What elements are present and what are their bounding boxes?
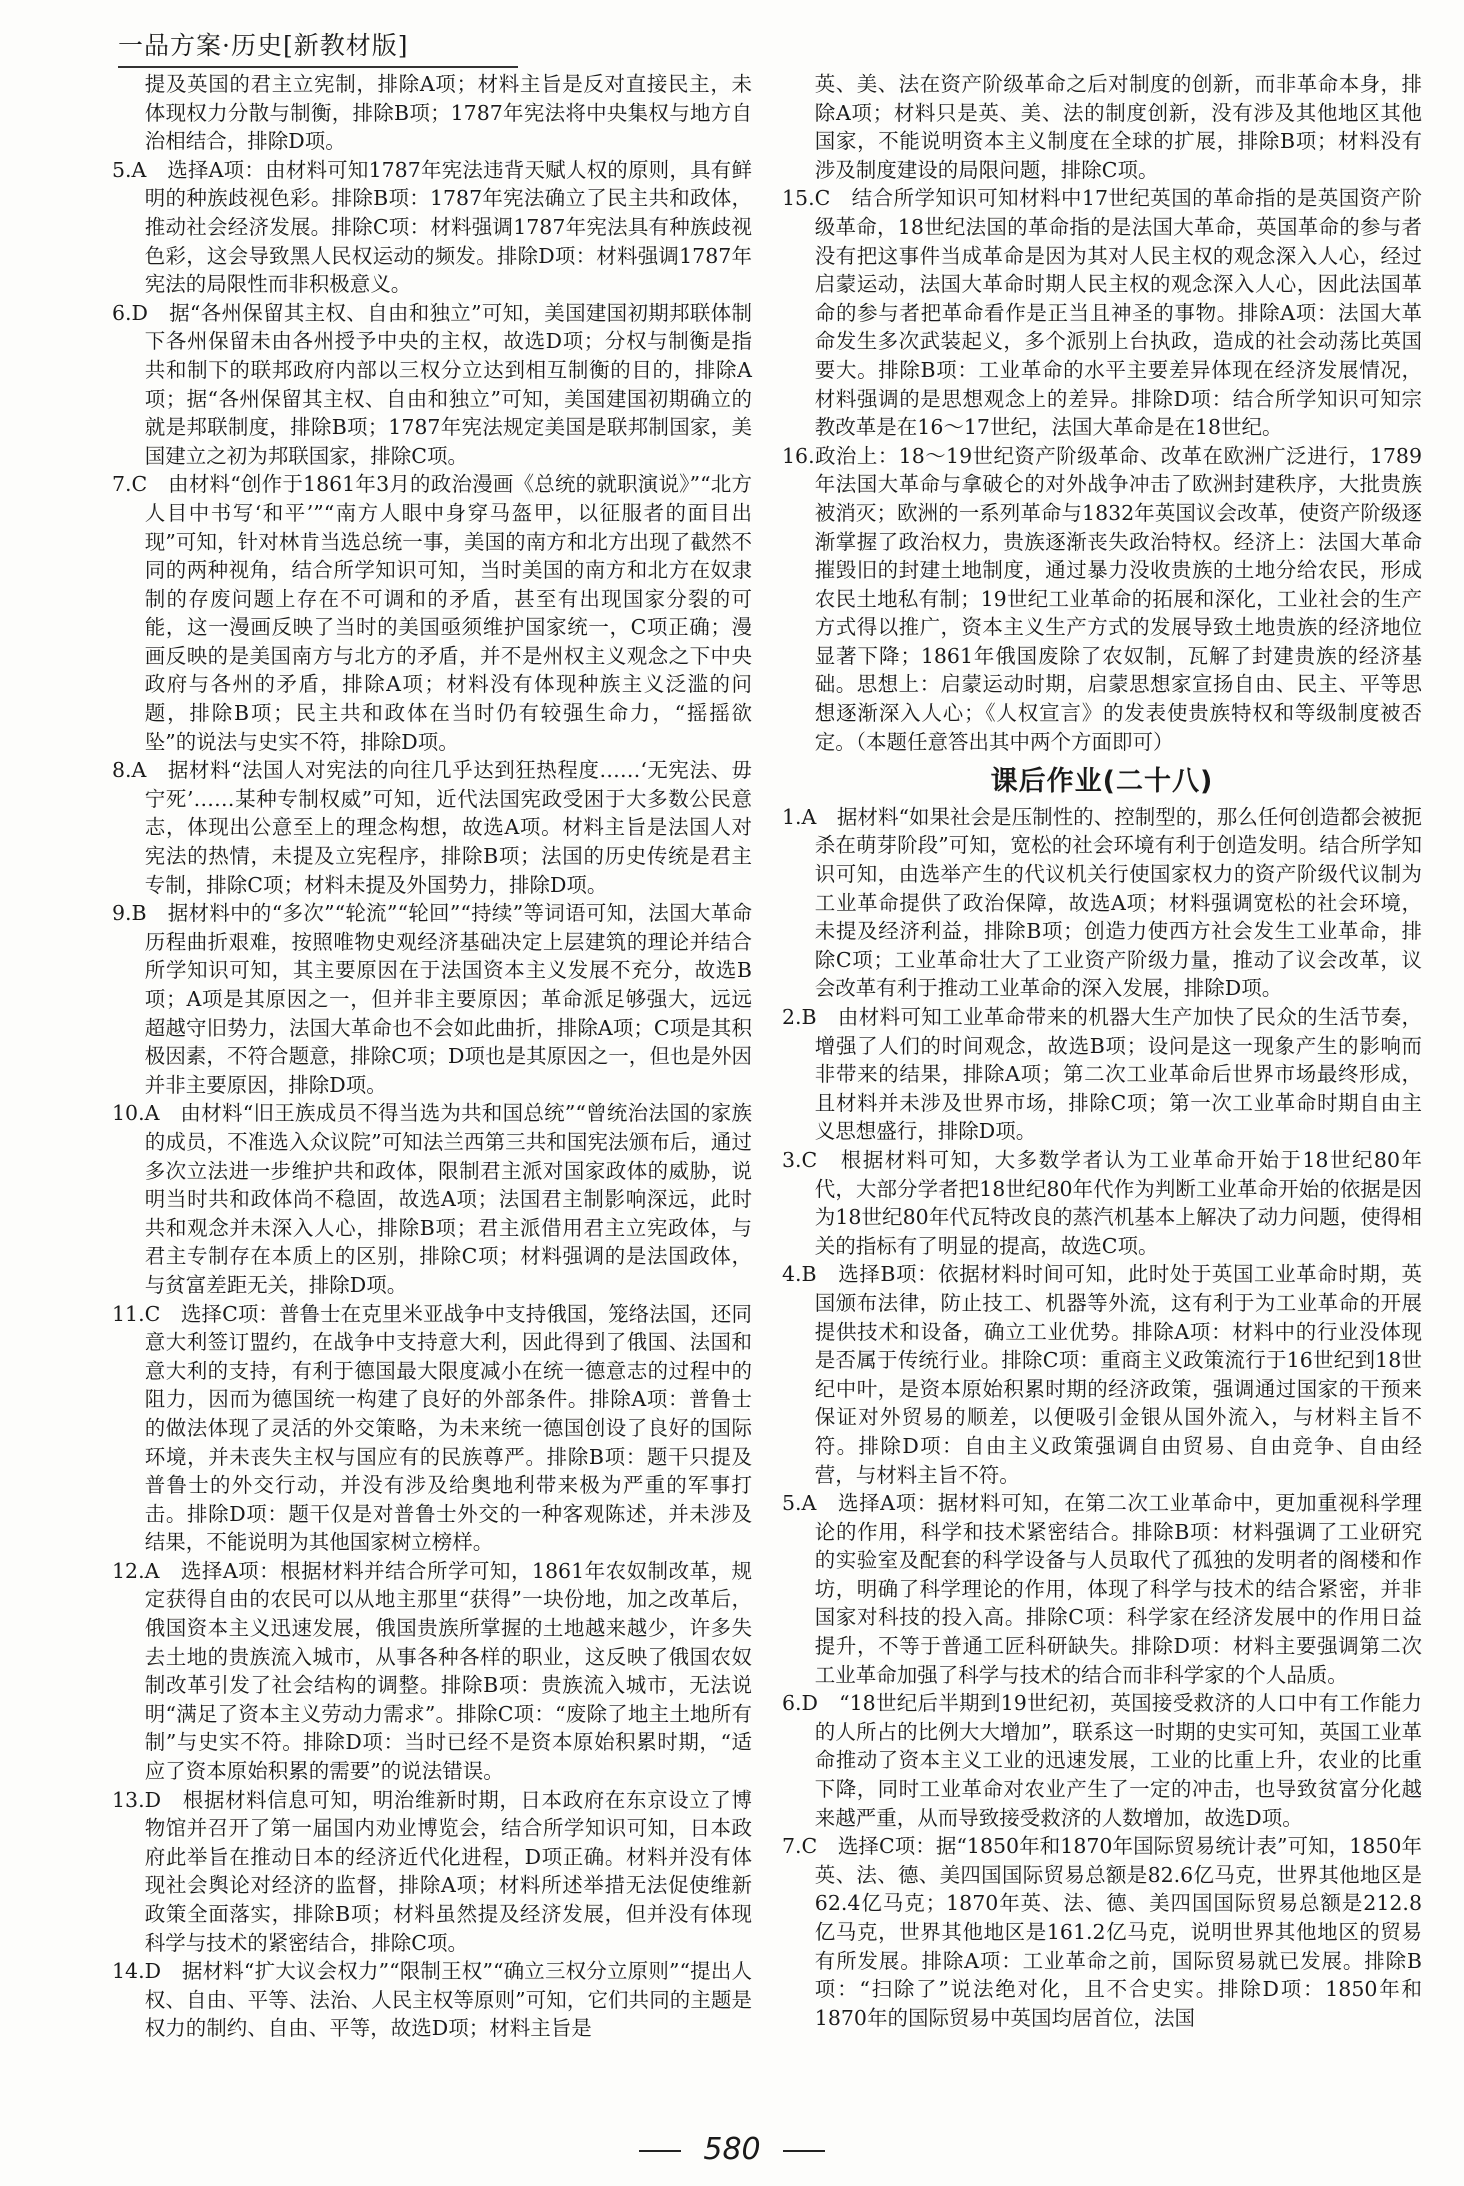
answer-paragraph: 5.A 选择A项：由材料可知1787年宪法违背天赋人权的原则，具有鲜明的种族歧视色彩。排除B项：1787年宪法确立了民主共和政体，推动社会经济发展。排除C项：材料强调1787年宪法具有种族歧视色彩，这会导致黑人民权运动的频发。排除D项：材料强调1787年宪法的局限性而非积极意义。 xyxy=(112,157,752,297)
answer-paragraph: 6.D 据“各州保留其主权、自由和独立”可知，美国建国初期邦联体制下各州保留未由各州授予中央的主权，故选D项；分权与制衡是指共和制下的联邦政府内部以三权分立达到相互制衡的目的，排除A项；据“各州保留其主权、自由和独立”可知，美国建国初期确立的就是邦联制度，排除B项；1787年宪法规定美国是联邦制国家，美国建立之初为邦联国家，排除C项。 xyxy=(112,300,752,468)
answer-paragraph: 13.D 根据材料信息可知，明治维新时期，日本政府在东京设立了博物馆并召开了第一届国内劝业博览会，结合所学知识可知，日本政府此举旨在推动日本的经济近代化进程，D项正确。材料并没有体现社会舆论对经济的监督，排除A项；材料所述举措无法促使维新政策全面落实，排除B项；材料虽然提及经济发展，但并没有体现科学与技术的紧密结合，排除C项。 xyxy=(112,1787,752,1955)
page-number: 580 xyxy=(703,2132,761,2167)
footer-dash-left xyxy=(639,2150,681,2152)
header-rule xyxy=(118,66,518,68)
left-column xyxy=(112,70,752,2043)
right-column xyxy=(782,70,1422,2032)
answer-paragraph: 2.B 由材料可知工业革命带来的机器大生产加快了民众的生活节奏，增强了人们的时间观念，故选B项；设问是这一现象产生的影响而非带来的结果，排除A项；第二次工业革命后世界市场最终形成，且材料并未涉及世界市场，排除C项；第一次工业革命时期自由主义思想盛行，排除D项。 xyxy=(782,1005,1422,1144)
page-footer xyxy=(0,2132,1464,2167)
answer-paragraph: 8.A 据材料“法国人对宪法的向往几乎达到狂热程度……‘无宪法、毋宁死’……某种专制权威”可知，近代法国宪政受困于大多数公民意志，体现出公意至上的理念构想，故选A项。材料主旨是法国人对宪法的热情，未提及立宪程序，排除B项；法国的历史传统是君主专制，排除C项；材料未提及外国势力，排除D项。 xyxy=(112,758,752,897)
answer-paragraph: 英、美、法在资产阶级革命之后对制度的创新，而非革命本身，排除A项；材料只是英、美、法的制度创新，没有涉及其他地区其他国家，不能说明资本主义制度在全球的扩展，排除B项；材料没有涉及制度建设的局限问题，排除C项。 xyxy=(814,72,1422,182)
answer-paragraph: 1.A 据材料“如果社会是压制性的、控制型的，那么任何创造都会被扼杀在萌芽阶段”可知，宽松的社会环境有利于创造发明。结合所学知识可知，由选举产生的代议机关行使国家权力的资产阶级代议制为工业革命提供了政治保障，故选A项；材料强调宽松的社会环境，未提及经济利益，排除B项；创造力使西方社会发生工业革命，排除C项；工业革命壮大了工业资产阶级力量，推动了议会改革，议会改革有利于推动工业革命的深入发展，排除D项。 xyxy=(782,804,1422,1001)
footer-dash-right xyxy=(783,2150,825,2152)
answer-paragraph: 7.C 由材料“创作于1861年3月的政治漫画《总统的就职演说》”“北方人目中书写‘和平’”“南方人眼中身穿马盔甲，以征服者的面目出现”可知，针对林肯当选总统一事，美国的南方和北方出现了截然不同的两种视角，结合所学知识可知，当时美国的南方和北方在奴隶制的存废问题上存在不可调和的矛盾，甚至有出现国家分裂的可能，这一漫画反映了当时的美国亟须维护国家统一，C项正确；漫画反映的是美国南方与北方的矛盾，并不是州权主义观念之下中央政府与各州的矛盾，排除A项；材料没有体现种族主义泛滥的问题，排除B项；民主共和政体在当时仍有较强生命力，“摇摇欲坠”的说法与史实不符，排除D项。 xyxy=(112,472,752,754)
answer-paragraph: 6.D “18世纪后半期到19世纪初，英国接受救济的人口中有工作能力的人所占的比例大大增加”，联系这一时期的史实可知，英国工业革命推动了资本主义工业的迅速发展，工业的比重上升，农业的比重下降，同时工业革命对农业产生了一定的冲击，也导致贫富分化越来越严重，从而导致接受救济的人数增加，故选D项。 xyxy=(782,1691,1422,1830)
answer-paragraph: 10.A 由材料“旧王族成员不得当选为共和国总统”“曾统治法国的家族的成员，不准选入众议院”可知法兰西第三共和国宪法颁布后，通过多次立法进一步维护共和政体，限制君主派对国家政体的威胁，说明当时共和政体尚不稳固，故选A项；法国君主制影响深远，此时共和观念并未深入人心，排除B项；君主派借用君主立宪政体，与君主专制存在本质上的区别，排除C项；材料强调的是法国政体，与贫富差距无关，排除D项。 xyxy=(112,1101,752,1297)
answer-paragraph: 4.B 选择B项：依据材料时间可知，此时处于英国工业革命时期，英国颁布法律，防止技工、机器等外流，这有利于为工业革命的开展提供技术和设备，确立工业优势。排除A项：材料中的行业没体现是否属于传统行业。排除C项：重商主义政策流行于16世纪到18世纪中叶，是资本原始积累时期的经济政策，强调通过国家的干预来保证对外贸易的顺差，以便吸引金银从国外流入，与材料主旨不符。排除D项：自由主义政策强调自由贸易、自由竞争、自由经营，与材料主旨不符。 xyxy=(782,1262,1422,1487)
answer-paragraph: 12.A 选择A项：根据材料并结合所学可知，1861年农奴制改革，规定获得自由的农民可以从地主那里“获得”一块份地，加之改革后，俄国资本主义迅速发展，俄国贵族所掌握的土地越来越少，许多失去土地的贵族流入城市，从事各种各样的职业，这反映了俄国农奴制改革引发了社会结构的调整。排除B项：贵族流入城市，无法说明“满足了资本主义劳动力需求”。排除C项：“废除了地主土地所有制”与史实不符。排除D项：当时已经不是资本原始积累时期，“适应了资本原始积累的需要”的说法错误。 xyxy=(112,1558,752,1784)
answer-paragraph: 16.政治上：18～19世纪资产阶级革命、改革在欧洲广泛进行，1789年法国大革命与拿破仑的对外战争冲击了欧洲封建秩序，大批贵族被消灭；欧洲的一系列革命与1832年英国议会改革，使资产阶级逐渐掌握了政治权力，贵族逐渐丧失政治特权。经济上：法国大革命摧毁旧的封建土地制度，通过暴力没收贵族的土地分给农民，形成农民土地私有制；19世纪工业革命的拓展和深化，工业社会的生产方式得以推广，资本主义生产方式的发展导致土地贵族的经济地位显著下降；1861年俄国废除了农奴制，瓦解了封建贵族的经济基础。思想上：启蒙运动时期，启蒙思想家宣扬自由、民主、平等思想逐渐深入人心；《人权宣言》的发表使贵族特权和等级制度被否定。（本题任意答出其中两个方面即可） xyxy=(782,443,1422,754)
answer-paragraph: 5.A 选择A项：据材料可知，在第二次工业革命中，更加重视科学理论的作用，科学和技术紧密结合。排除B项：材料强调了工业研究的实验室及配套的科学设备与人员取代了孤独的发明者的阁楼和作坊，明确了科学理论的作用，体现了科学与技术的结合紧密，并非国家对科技的投入高。排除C项：科学家在经济发展中的作用日益提升，不等于普通工匠科研缺失。排除D项：材料主要强调第二次工业革命加强了科学与技术的结合而非科学家的个人品质。 xyxy=(782,1491,1422,1687)
answer-paragraph: 15.C 结合所学知识可知材料中17世纪英国的革命指的是英国资产阶级革命，18世纪法国的革命指的是法国大革命，英国革命的参与者没有把这事件当成革命是因为其对人民主权的观念深入人心，经过启蒙运动，法国大革命时期人民主权的观念深入人心，因此法国革命的参与者把革命看作是正当且神圣的事物。排除A项：法国大革命发生多次武装起义，多个派别上台执政，造成的社会动荡比英国要大。排除B项：工业革命的水平主要差异体现在经济发展情况，材料强调的是思想观念上的差异。排除D项：结合所学知识可知宗教改革是在16～17世纪，法国大革命是在18世纪。 xyxy=(782,186,1422,440)
answer-paragraph: 3.C 根据材料可知，大多数学者认为工业革命开始于18世纪80年代，大部分学者把18世纪80年代作为判断工业革命开始的依据是因为18世纪80年代瓦特改良的蒸汽机基本上解决了动力问题，使得相关的指标有了明显的提高，故选C项。 xyxy=(782,1147,1422,1258)
answer-paragraph: 7.C 选择C项：据“1850年和1870年国际贸易统计表”可知，1850年英、法、德、美四国国际贸易总额是82.6亿马克，世界其他地区是62.4亿马克；1870年英、法、德、美四国国际贸易总额是212.8亿马克，世界其他地区是161.2亿马克，说明世界其他地区的贸易有所发展。排除A项：工业革命之前，国际贸易就已发展。排除B项：“扫除了”说法绝对化，且不合史实。排除D项：1850年和1870年的国际贸易中英国均居首位，法国 xyxy=(782,1834,1422,2030)
answer-paragraph: 提及英国的君主立宪制，排除A项；材料主旨是反对直接民主，未体现权力分散与制衡，排除B项；1787年宪法将中央集权与地方自治相结合，排除D项。 xyxy=(144,72,752,154)
running-header: 一品方案·历史[新教材版] xyxy=(118,31,409,60)
answer-paragraph: 14.D 据材料“扩大议会权力”“限制王权”“确立三权分立原则”“提出人权、自由、平等、法治、人民主权等原则”可知，它们共同的主题是权力的制约、自由、平等，故选D项；材料主旨是 xyxy=(112,1959,752,2041)
section-title: 课后作业(二十八) xyxy=(990,766,1214,798)
answer-paragraph: 9.B 据材料中的“多次”“轮流”“轮回”“持续”等词语可知，法国大革命历程曲折艰难，按照唯物史观经济基础决定上层建筑的理论并结合所学知识可知，其主要原因在于法国资本主义发展不充分，故选B项；A项是其原因之一，但并非主要原因；革命派足够强大，远远超越守旧势力，法国大革命也不会如此曲折，排除A项；C项是其积极因素，不符合题意，排除C项；D项也是其原因之一，但也是外因并非主要原因，排除D项。 xyxy=(112,901,752,1097)
answer-paragraph: 11.C 选择C项：普鲁士在克里米亚战争中支持俄国，笼络法国，还同意大利签订盟约，在战争中支持意大利，因此得到了俄国、法国和意大利的支持，有利于德国最大限度减小在统一德意志的过程中的阻力，因而为德国统一构建了良好的外部条件。排除A项：普鲁士的做法体现了灵活的外交策略，为未来统一德国创设了良好的国际环境，并未丧失主权与国应有的民族尊严。排除B项：题干只提及普鲁士的外交行动，并没有涉及给奥地利带来极为严重的军事打击。排除D项：题干仅是对普鲁士外交的一种客观陈述，并未涉及结果，不能说明为其他国家树立榜样。 xyxy=(112,1301,752,1555)
